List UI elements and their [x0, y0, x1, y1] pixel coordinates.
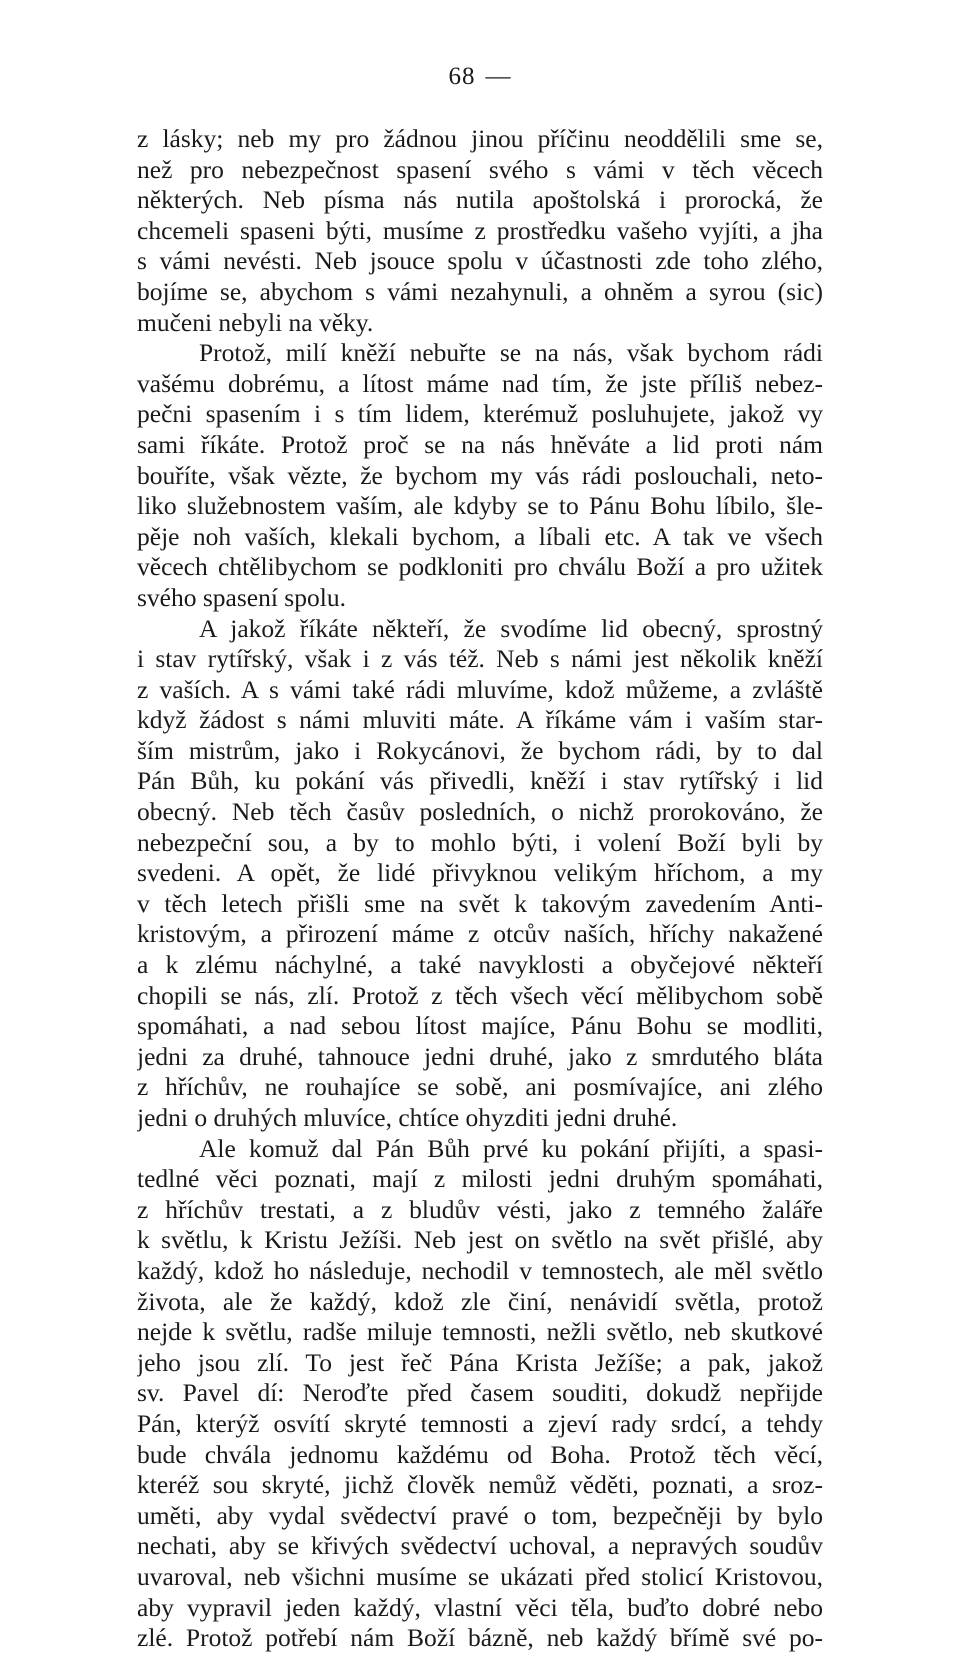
text-line: Pán, kterýž osvítí skryté temnosti a zjeví rady srdcí, a tehdy [137, 1408, 823, 1438]
text-line: věcech chtělibychom se podkloniti pro chválu Boží a pro užitek [137, 552, 823, 582]
text-line: z vaších. A s vámi také rádi mluvíme, kdož můžeme, a zvláště [137, 674, 823, 704]
text-line: nechati, aby se křivých svědectví uchoval, a nepravých soudův [137, 1531, 823, 1561]
paragraph-end-line: mučeni nebyli na věky. [137, 307, 374, 337]
text-line: chcemeli spaseni býti, musíme z prostředku vašeho vyjíti, a jha [137, 215, 823, 245]
text-line: k světlu, k Kristu Ježíši. Neb jest on světlo na svět přišlé, aby [137, 1225, 823, 1255]
text-line: s vámi nevésti. Neb jsouce spolu v účastnosti zde toho zlého, [137, 246, 823, 276]
paragraph-end-line: svého spasení spolu. [137, 582, 346, 612]
text-line: když žádost s námi mluviti máte. A říkáme vám i vaším star- [137, 705, 823, 735]
text-line: svedeni. A opět, že lidé přivyknou velikým hříchom, a my [137, 858, 823, 888]
text-line: kteréž sou skryté, jichž člověk nemůž věděti, poznati, a sroz- [137, 1470, 823, 1500]
text-line: z hříchův, ne rouhajíce se sobě, ani posmívajíce, ani zlého [137, 1072, 823, 1102]
text-line: sv. Pavel dí: Neroďte před časem souditi, dokudž nepřijde [137, 1378, 823, 1408]
text-line: každý, kdož ho následuje, nechodil v temnostech, ale měl světlo [137, 1255, 823, 1285]
text-line: aby vypravil jeden každý, vlastní věci těla, buďto dobré nebo [137, 1592, 823, 1622]
text-line: pečni spasením i s tím lidem, kterémuž posluhujete, jakož vy [137, 399, 823, 429]
text-line: nejde k světlu, radše miluje temnosti, nežli světlo, neb skutkové [137, 1317, 823, 1347]
text-line: Pán Bůh, ku pokání vás přivedli, kněží i stav rytířský i lid [137, 766, 823, 796]
text-line: než pro nebezpečnost spasení svého s vámi v těch věcech [137, 154, 823, 184]
text-line: spomáhati, a nad sebou lítost majíce, Pánu Bohu se modliti, [137, 1011, 823, 1041]
text-line: z hříchův trestati, a z bludův vésti, jako z temného žaláře [137, 1194, 823, 1224]
header-dash: — [485, 63, 512, 90]
text-line: i stav rytířský, však i z vás též. Neb s námi jest několik kněží [137, 644, 823, 674]
text-line: bude chvála jednomu každému od Boha. Protož těch věcí, [137, 1439, 823, 1469]
text-line: jedni za druhé, tahnouce jedni druhé, jako z smrdutého bláta [137, 1041, 823, 1071]
paragraph-start-line: Protož, milí kněží nebuřte se na nás, však bychom rádi [199, 338, 823, 368]
text-line: obecný. Neb těch časův posledních, o nichž prorokováno, že [137, 797, 823, 827]
paragraph-start-line: A jakož říkáte někteří, že svodíme lid obecný, sprostný [199, 613, 823, 643]
text-line: chopili se nás, zlí. Protož z těch všech věcí mělibychom sobě [137, 980, 823, 1010]
text-line: z lásky; neb my pro žádnou jinou příčinu neoddělili sme se, [137, 124, 823, 153]
text-line: nebezpeční sou, a by to mohlo býti, i volení Boží byli by [137, 827, 823, 857]
text-line: bojíme se, abychom s vámi nezahynuli, a ohněm a syrou (sic) [137, 276, 823, 306]
page-header [0, 62, 960, 92]
text-line: zlé. Protož potřebí nám Boží bázně, neb každý břímě své po- [137, 1623, 823, 1653]
text-line: a k zlému náchylné, a také navyklosti a obyčejové někteří [137, 950, 823, 980]
text-line: života, ale že každý, kdož zle činí, nenávidí světla, protož [137, 1286, 823, 1316]
text-line: uvaroval, neb všichni musíme se ukázati před stolicí Kristovou, [137, 1561, 823, 1591]
text-line: bouříte, však vězte, že bychom my vás rádi poslouchali, neto- [137, 460, 823, 490]
paragraph-start-line: Ale komuž dal Pán Bůh prvé ku pokání přijíti, a spasi- [199, 1133, 823, 1163]
text-line: sami říkáte. Protož proč se na nás hněváte a lid proti nám [137, 429, 823, 459]
text-line: v těch letech přišli sme na svět k takovým zavedením Anti- [137, 888, 823, 918]
text-line: uměti, aby vydal svědectví pravé o tom, bezpečněji by bylo [137, 1500, 823, 1530]
text-line: vašému dobrému, a lítost máme nad tím, že jste příliš nebez- [137, 368, 823, 398]
page-number: 68 [448, 63, 476, 90]
text-line: jeho jsou zlí. To jest řeč Pána Krista Ježíše; a pak, jakož [137, 1347, 823, 1377]
text-line: některých. Neb písma nás nutila apoštolská i prorocká, že [137, 185, 823, 215]
text-line: liko služebnostem vaším, ale kdyby se to Pánu Bohu líbilo, šle- [137, 491, 823, 521]
body-text [137, 124, 823, 1654]
text-line: kristovým, a přirození máme z otcův naších, hříchy nakažené [137, 919, 823, 949]
text-line: tedlné věci poznati, mají z milosti jedni druhým spomáhati, [137, 1164, 823, 1194]
paragraph-end-line: jedni o druhých mluvíce, chtíce ohyzditi jedni druhé. [137, 1103, 678, 1132]
text-line: ším mistrům, jako i Rokycánovi, že bychom rádi, by to dal [137, 735, 823, 765]
text-line: pěje noh vaších, klekali bychom, a líbali etc. A tak ve všech [137, 521, 823, 551]
